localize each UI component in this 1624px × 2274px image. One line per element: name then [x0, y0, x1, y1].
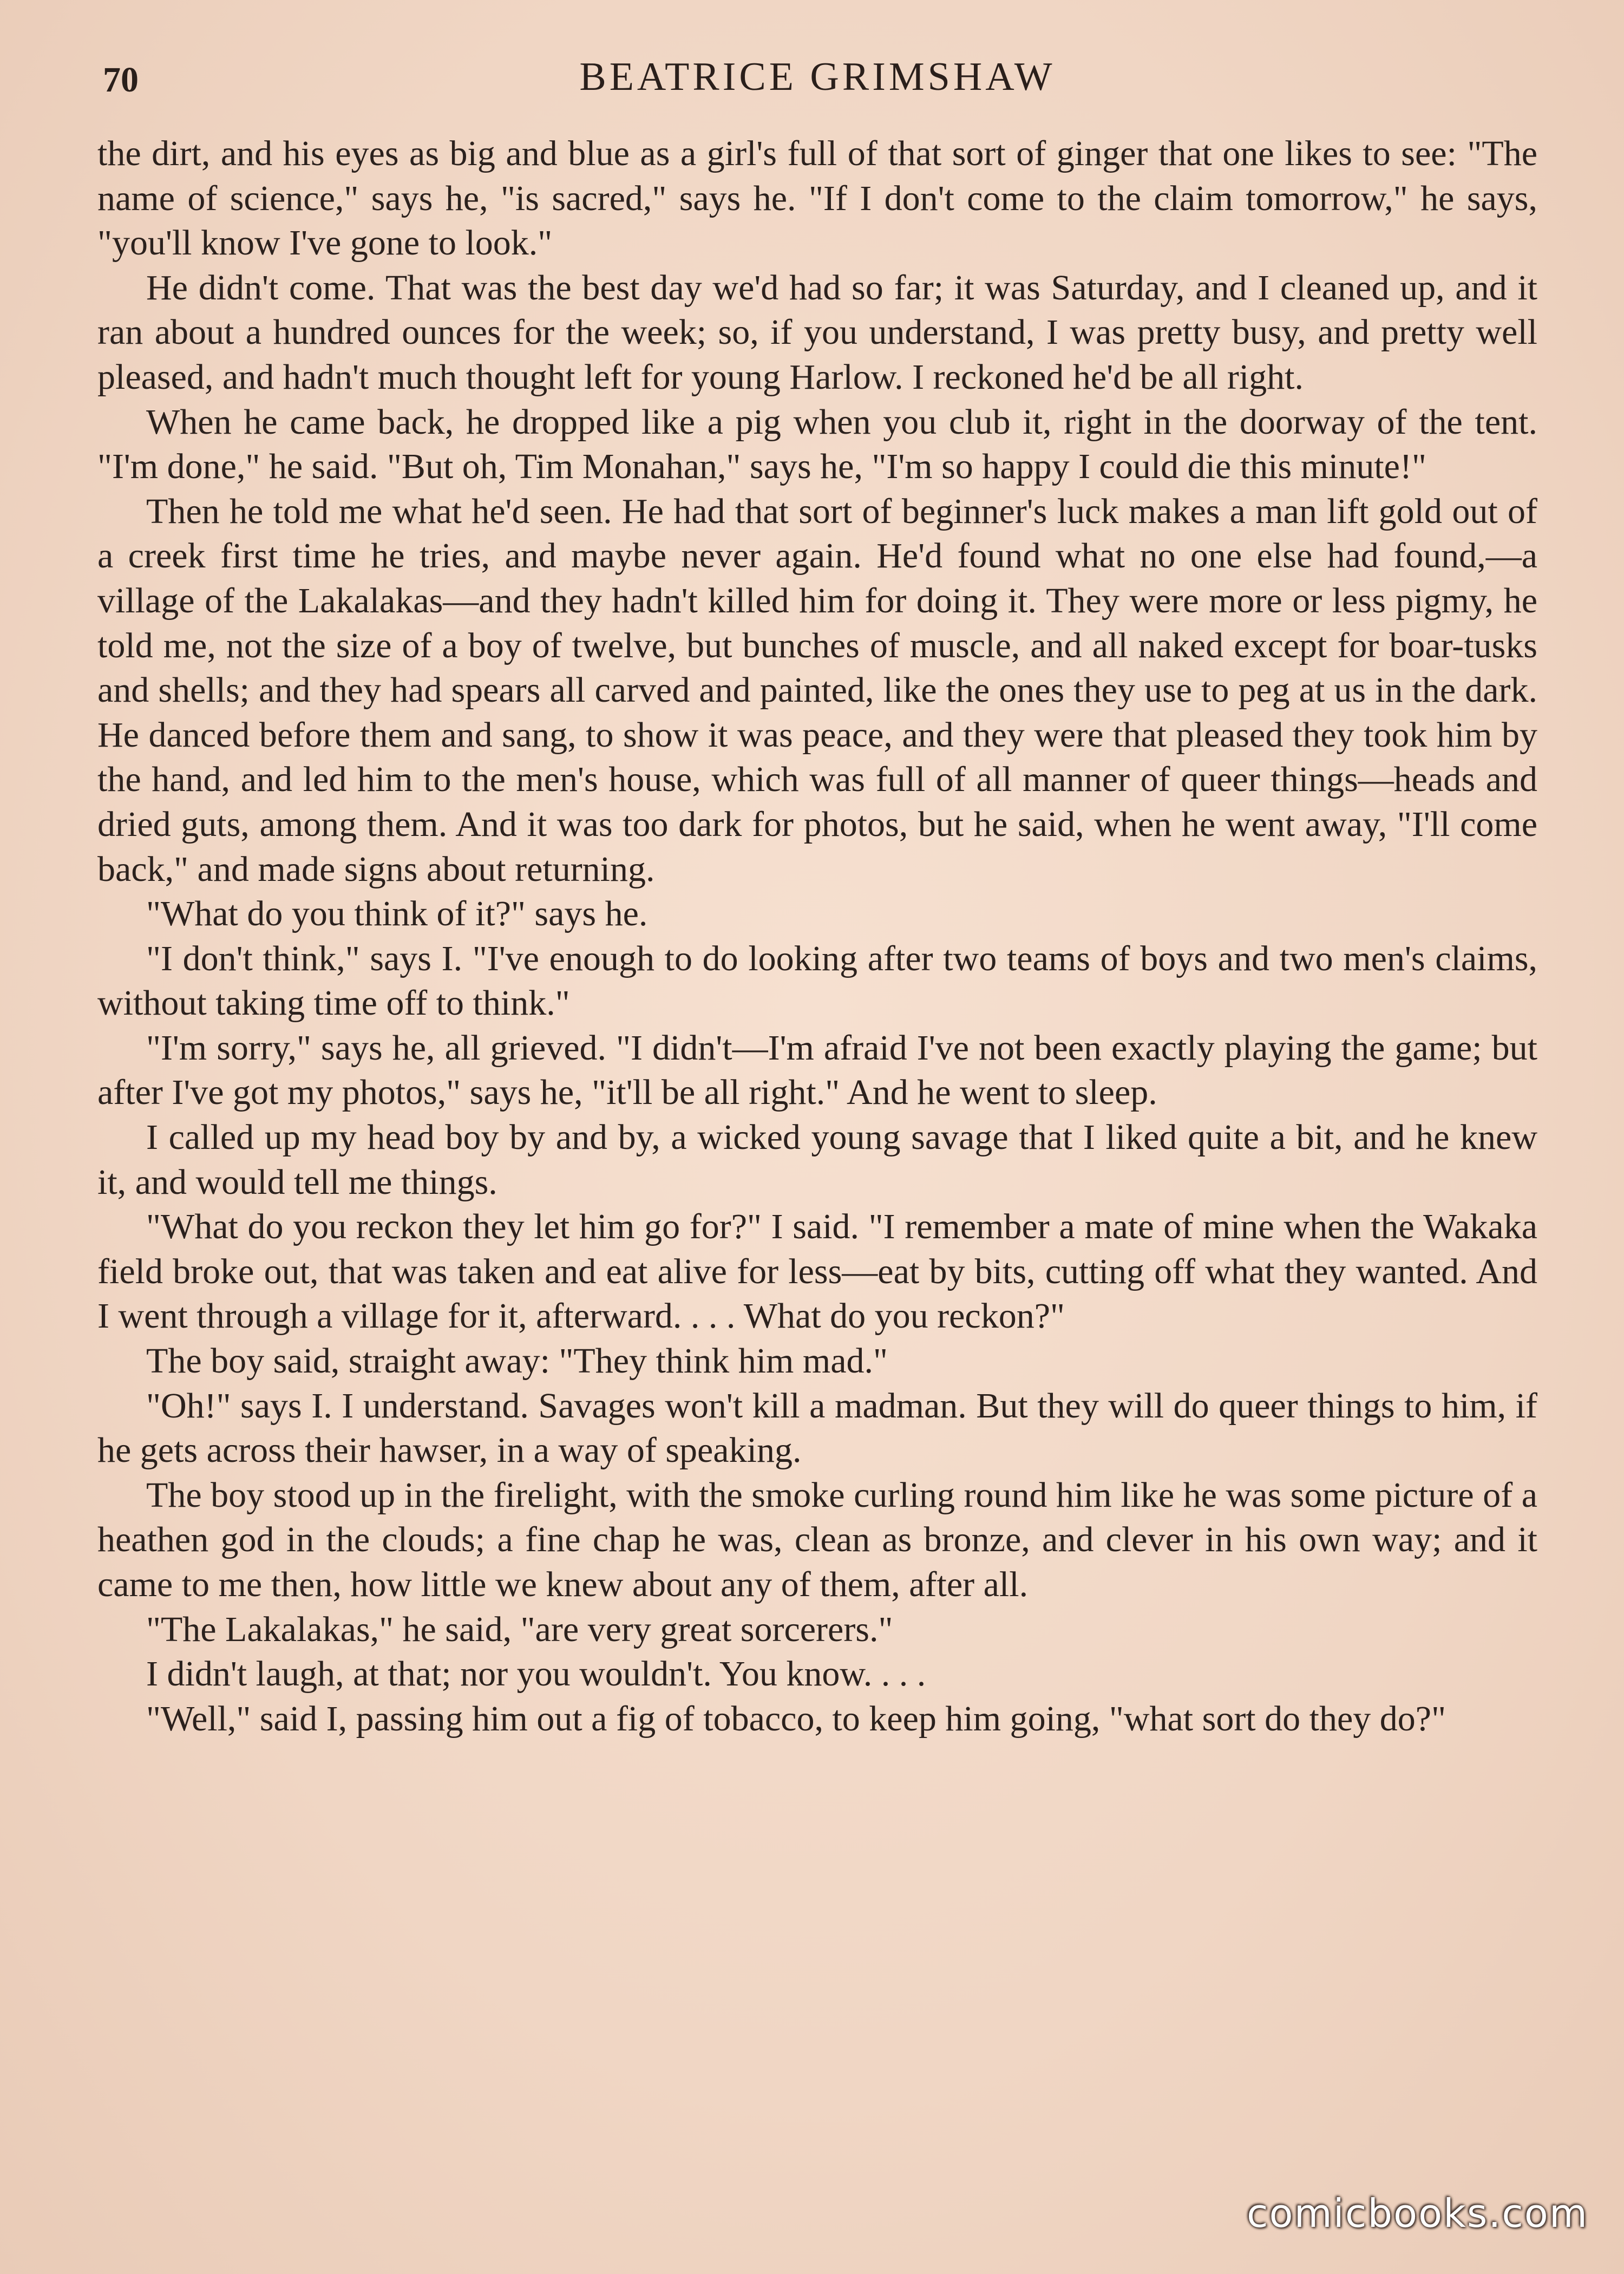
paragraph: the dirt, and his eyes as big and blue as a girl's full of that sort of ginger that one likes to see: "The name of science," says he, "is sacred," says he. "If I don't come to the claim tomorrow," he says, "you'll know I've gone to look." — [97, 134, 1537, 263]
paragraph: "The Lakalakas," he said, "are very great sorcerers." — [146, 1609, 893, 1649]
page-header — [97, 54, 1537, 119]
paragraph: I didn't laugh, at that; nor you wouldn't. You know. . . . — [146, 1654, 926, 1694]
running-head: BEATRICE GRIMSHAW — [579, 55, 1056, 99]
paragraph: The boy said, straight away: "They think him mad." — [146, 1341, 888, 1381]
paragraph: When he came back, he dropped like a pig when you club it, right in the doorway of the tent. "I'm done," he said. "But oh, Tim Monahan," says he, "I'm so happy I could die this minute!" — [97, 402, 1537, 487]
paragraph: "Oh!" says I. I understand. Savages won't kill a madman. But they will do queer things to him, if he gets across their hawser, in a way of speaking. — [97, 1386, 1537, 1471]
page-number: 70 — [103, 60, 139, 100]
paragraph: "What do you reckon they let him go for?" I said. "I remember a mate of mine when the Wakaka field broke out, that was taken and eat alive for less—eat by bits, cutting off what they wanted. And I went through a village for it, afterward. . . . What do you reckon?" — [97, 1207, 1537, 1336]
body-text — [97, 132, 1537, 1741]
watermark: comicbooks.com — [1246, 2191, 1588, 2236]
paragraph: "I'm sorry," says he, all grieved. "I didn't—I'm afraid I've not been exactly playing the game; but after I've got my photos," says he, "it'll be all right." And he went to sleep. — [97, 1028, 1537, 1113]
paragraph: The boy stood up in the firelight, with the smoke curling round him like he was some picture of a heathen god in the clouds; a fine chap he was, clean as bronze, and clever in his own way; and it came to me then, how little we knew about any of them, after all. — [97, 1475, 1537, 1604]
paragraph: "Well," said I, passing him out a fig of tobacco, to keep him going, "what sort do they do?" — [146, 1698, 1446, 1739]
paragraph: "I don't think," says I. "I've enough to do looking after two teams of boys and two men's claims, without taking time off to think." — [97, 938, 1537, 1023]
paragraph: I called up my head boy by and by, a wicked young savage that I liked quite a bit, and he knew it, and would tell me things. — [97, 1118, 1537, 1202]
paragraph: Then he told me what he'd seen. He had that sort of beginner's luck makes a man lift gold out of a creek first time he tries, and maybe never again. He'd found what no one else had found,—a village of the Lakalakas—and they hadn't killed him for doing it. They were more or less pigmy, he told me, not the size of a boy of twelve, but bunches of muscle, and all naked except for boar-tusks and shells; and they had spears all carved and painted, like the ones they use to peg at us in the dark. He danced before them and sang, to show it was peace, and they were that pleased they took him by the hand, and led him to the men's house, which was full of all manner of queer things—heads and dried guts, among them. And it was too dark for photos, but he said, when he went away, "I'll come back," and made signs about returning. — [97, 491, 1537, 889]
paragraph: He didn't come. That was the best day we'd had so far; it was Saturday, and I cleaned up, and it ran about a hundred ounces for the week; so, if you understand, I was pretty busy, and pretty well pleased, and hadn't much thought left for young Harlow. I reckoned he'd be all right. — [97, 267, 1537, 397]
paragraph: "What do you think of it?" says he. — [146, 894, 648, 934]
